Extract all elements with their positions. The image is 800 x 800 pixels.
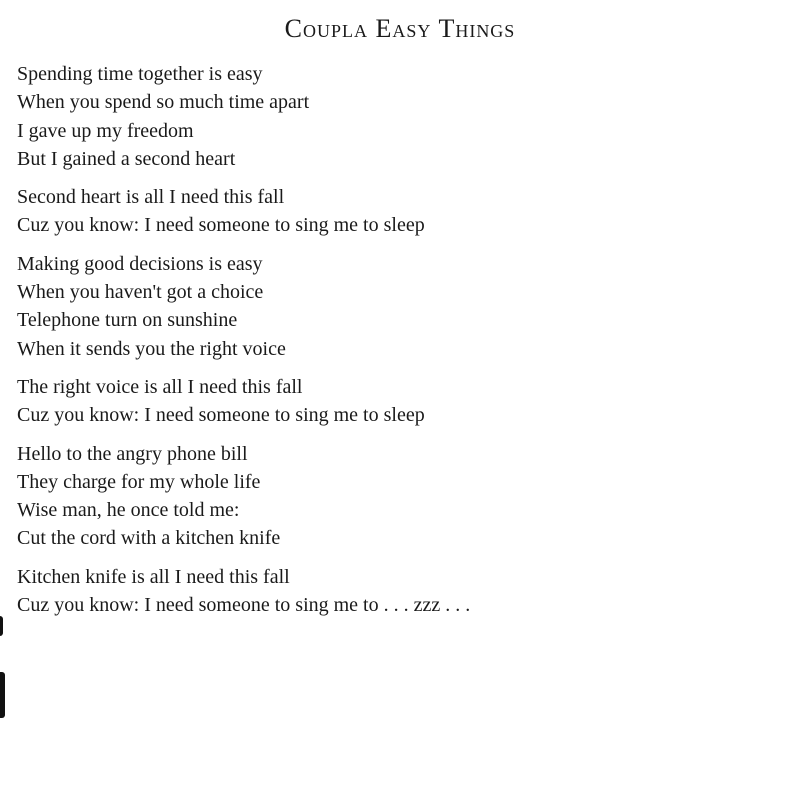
lyric-line: When you haven't got a choice — [17, 281, 264, 304]
scan-edge-mark — [0, 672, 5, 718]
lyric-line: Second heart is all I need this fall — [17, 186, 285, 209]
page-title: Coupla Easy Things — [284, 14, 516, 43]
lyric-line: When it sends you the right voice — [17, 337, 286, 360]
lyric-line: They charge for my whole life — [17, 470, 261, 493]
lyric-line: I gave up my freedom — [17, 119, 194, 142]
lyric-line: Making good decisions is easy — [17, 252, 263, 275]
lyric-line: Spending time together is easy — [17, 63, 263, 85]
lyric-line: Cuz you know: I need someone to sing me to . . . zzz . . . — [17, 594, 471, 617]
lyric-line: The right voice is all I need this fall — [17, 375, 303, 398]
stanza-4 — [17, 373, 777, 430]
lyric-line: Kitchen knife is all I need this fall — [17, 565, 290, 588]
lyric-line: But I gained a second heart — [17, 147, 236, 170]
scan-edge-mark — [0, 616, 3, 636]
lyric-line: Cuz you know: I need someone to sing me to sleep — [17, 214, 425, 237]
lyric-line: Wise man, he once told me: — [17, 499, 240, 522]
stanza-1 — [17, 60, 777, 173]
stanza-6 — [17, 563, 777, 620]
lyric-line: Cuz you know: I need someone to sing me to sleep — [17, 404, 425, 427]
stanza-2 — [17, 183, 777, 240]
lyric-line: When you spend so much time apart — [17, 91, 310, 114]
lyric-line: Cut the cord with a kitchen knife — [17, 527, 281, 550]
lyric-line: Hello to the angry phone bill — [17, 442, 248, 465]
lyric-line: Telephone turn on sunshine — [17, 309, 238, 332]
stanza-3 — [17, 250, 777, 363]
stanza-5 — [17, 440, 777, 553]
lyrics-body — [17, 60, 777, 629]
